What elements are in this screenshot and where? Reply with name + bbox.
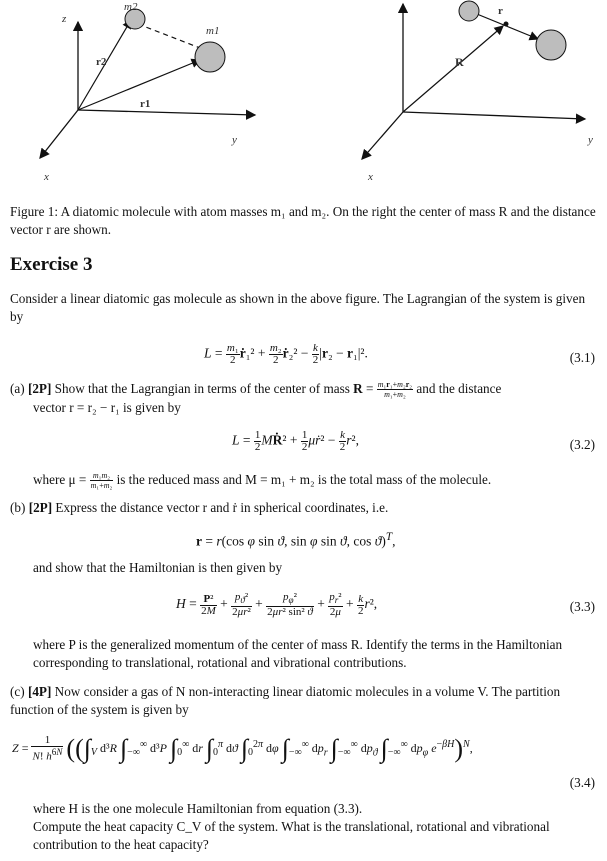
eq-number-3-2: (3.2) [569, 437, 595, 452]
part-b [10, 499, 600, 517]
caption-text: A diatomic molecule with atom masses m₁ and m₂. On the right the center of mass R and the distance vector r are shown. [10, 204, 596, 237]
part-c-text2: where H is the one molecule Hamiltonian from equation (3.3). [33, 801, 363, 816]
eq-number-3-4: (3.4) [569, 775, 595, 790]
atom-m1-label: m1 [206, 25, 220, 37]
equation-3-2: L = $\frac{1}{2}$ MṘ² + $\frac{1}{2}$ μṙ² − $\frac{k}{2}$ r², [232, 429, 359, 453]
left-axis-y-label: y [232, 134, 237, 146]
part-a-points: [2P] [27, 381, 52, 396]
right-axis-y-label: y [588, 134, 593, 146]
figure-1 [0, 0, 607, 200]
left-axes [40, 22, 255, 158]
part-a-where: where μ = $\frac{\text{m₁m₂}}{\text{m₁+m₂}}$ is the reduced mass and M = m₁ + m₂ is the total mass of the molecule. [33, 471, 492, 491]
vector-R-label: R [455, 55, 464, 69]
equation-3-1: L = $\frac{\text{m₁}}{2}$ ṙ₁² + $\frac{\text{m₂}}{2}$ ṙ₂² − $\frac{k}{2}$ |r₂ − r₁|². [204, 342, 368, 366]
eq-number-3-1: (3.1) [569, 350, 595, 365]
vector-r1-label: r1 [140, 98, 151, 110]
eq-number-3-3: (3.3) [569, 599, 595, 614]
part-a-text1: Show that the Lagrangian in terms of the center of mass [54, 381, 350, 396]
left-axis-x-label: x [44, 171, 49, 183]
right-axis-x-label: x [368, 171, 373, 183]
part-a-text3: vector r = r₂ − r₁ is given by [33, 400, 181, 415]
part-c-points: [4P] [27, 684, 52, 699]
figure-caption [10, 203, 600, 239]
right-axes [362, 4, 585, 159]
part-c-text1: Now consider a gas of N non-interacting linear diatomic molecules in a volume V. The partition function of the system is given by [10, 684, 561, 717]
atom-m1-right [536, 30, 566, 60]
center-of-mass-dot [504, 22, 509, 27]
atom-m2-right [459, 1, 479, 21]
equation-spherical: r = r(cos φ sin ϑ, sin φ sin ϑ, cos ϑ)$^T$, [196, 531, 396, 549]
intro-paragraph: Consider a linear diatomic gas molecule as shown in the above figure. The Lagrangian of the system is given by [10, 291, 586, 324]
vector-r-label: r [498, 5, 503, 17]
vector-r2-label: r2 [96, 56, 107, 68]
exercise-title: Exercise 3 [10, 254, 93, 275]
part-a-label: (a) [10, 381, 25, 396]
atom-m1 [195, 42, 225, 72]
figure-diagram [0, 0, 607, 200]
part-c-text3: Compute the heat capacity C_V of the system. What is the translational, rotational and vibrational contribution to the heat capacity? [33, 819, 550, 852]
part-a-text2: and the distance [416, 381, 502, 396]
part-b-points: [2P] [28, 500, 53, 515]
part-b-text2: and show that the Hamiltonian is then given by [33, 560, 283, 575]
part-c [10, 683, 600, 719]
caption-label: Figure 1: [10, 204, 58, 219]
atom-m2-label: m2 [124, 1, 138, 13]
left-axis-z-label: z [62, 13, 67, 25]
part-b-text1: Express the distance vector r and ṙ in spherical coordinates, i.e. [55, 500, 389, 515]
part-a: (a) [2P] Show that the Lagrangian in terms of the center of mass R = $\frac{\text{m₁r₁+m₂r₂}}{\text{m₁+m₂}}$ and the distance [10, 380, 502, 400]
equation-3-3: H = $\frac{\text{P²}}{2M}$ + $\frac{p_ϑ^2}{\text{2μr²}}$ + $\frac{p_\varphi^2}{\text{2μr² sin² ϑ}}$ + $\frac{p_r^2}{2\mu}$ + $\frac{k}{2}$ r², [176, 591, 378, 619]
part-b-label: (b) [10, 500, 26, 515]
equation-3-4: Z = $\frac{1}{N! h^{6N}}$ (($\int_V$ d³R $\int_{-\infty}^\infty$ d³P $\int_0^\infty$ dr $\int_0^\pi$ dϑ $\int_0^{2\pi}$ dφ $\int_{-\infty}^\infty$ $dp_r$ $\int_{-\infty}^\infty$ $dp_ϑ$ $\int_{-\infty}^\infty$ $dp_\varphi$ $e^{-\beta H})^N$, [12, 734, 473, 763]
part-c-label: (c) [10, 684, 25, 699]
part-b-text3: where P is the generalized momentum of the center of mass R. Identify the terms in the Hamiltonian corresponding to translational, rotational and vibrational contributions. [33, 637, 563, 670]
